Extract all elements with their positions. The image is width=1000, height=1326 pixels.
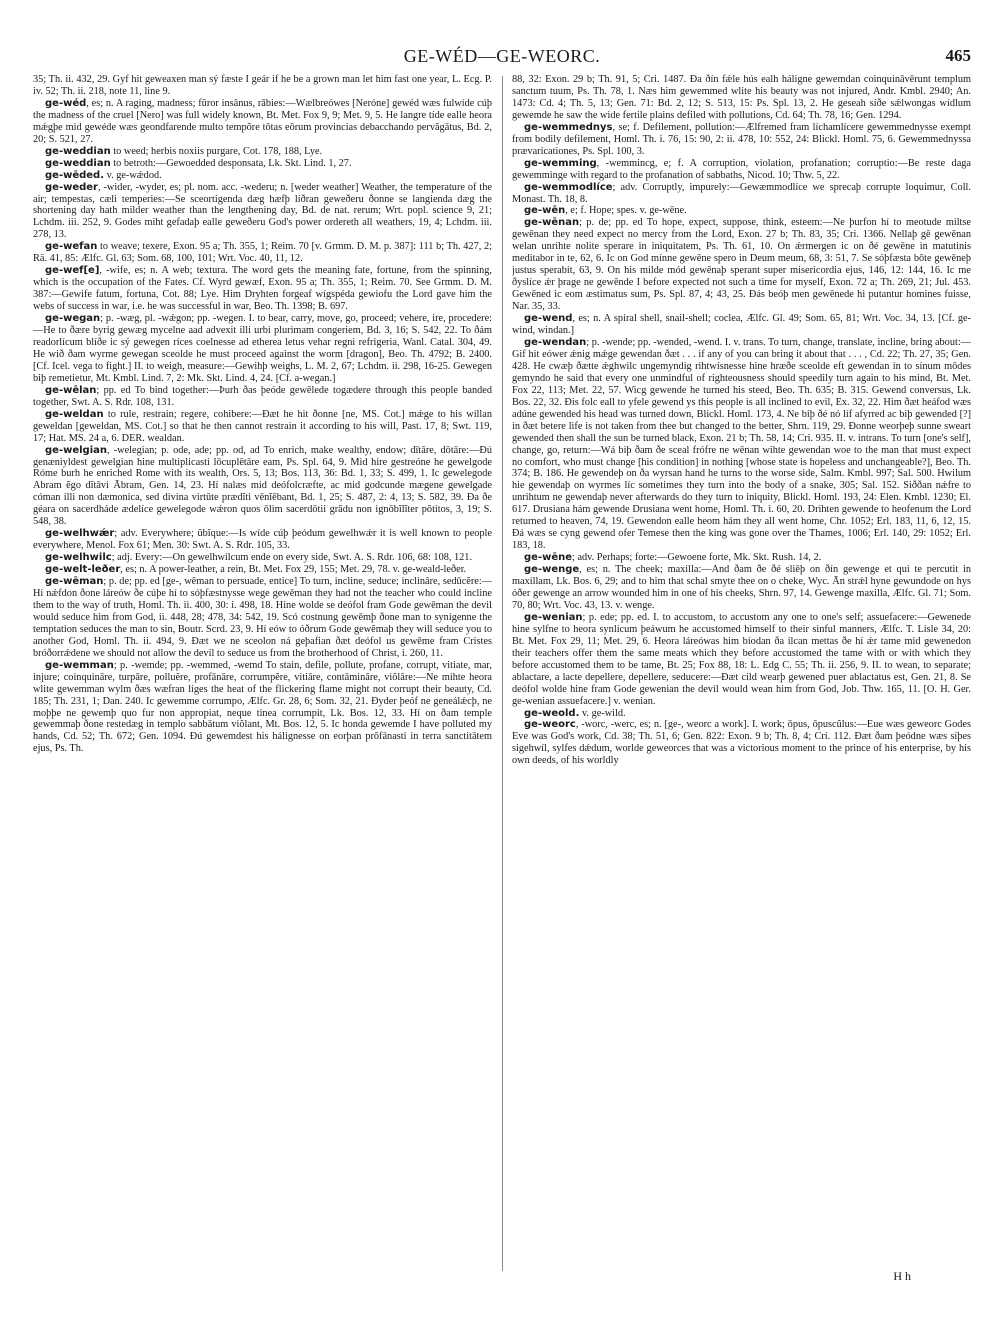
entry-headword: ge-wēne [524, 552, 573, 564]
entry-text: to rule, restrain; regere, cohibere:—Ðæt he hit ðonne [ne, MS. Cot.] mǽge to his willan geweldan [geweldan, MS. Cot.] so that he then cannot restrain it according to his will, Past. 17, 8; Swt. 119, 17; Hat. MS. 24 a, 6. DER. wealdan. [33, 408, 492, 444]
entry-headword: ge-wemming [524, 157, 597, 169]
dictionary-entry [33, 313, 492, 385]
dictionary-entry [33, 660, 492, 756]
dictionary-entry [33, 445, 492, 529]
entry-text: , -wife, es; n. A web; textura. The word gets the meaning fate, fortune, from the spinning, which is the occupation of the Fates. Cf. Wyrd gewæf, Exon. 95 a; Th. 355, 1; Reim. 70. See Grmm. D. M. 387:—Gewife fatum, fortuna, Cot. 88; Lye. Him Dryhten forgeaf wígspéda gewiofu the Lord gave him the webs of success in war, i.e. he was successful in war, Beo. Th. 1398; B. 697. [33, 265, 492, 313]
entry-headword: ge-weddian [45, 145, 111, 157]
entry-headword: ge-welhwǽr [45, 528, 115, 540]
column-divider [502, 76, 503, 1271]
entry-text: , es; n. A power-leather, a rein, Bt. Met. Fox 29, 155; Met. 29, 78. v. ge-weald-leðer. [120, 564, 467, 576]
entry-headword: ge-weder [45, 181, 98, 193]
signature-mark: H h [893, 1269, 911, 1283]
entry-headword: ge-weddian [45, 157, 111, 169]
entry-text: , -wider, -wyder, es; pl. nom. acc. -wederu; n. [weder weather] Weather, the temperature of the air; tempestas, cæli temperies:—Se sceortigenda dæg hæfþ líðran geweðeru ðonne se langienda dæg the shortening day hath milder weather than the lengthening day, Bd. de nat. rerum; Wrt. popl. science 9, 21; Lchdm. iii. 252, 9. Godes miht gefadaþ ealle geweðeru God's power ordereth all weathers, 19, 4; Lchdm. iii. 278, 13. [33, 181, 492, 241]
dictionary-entry [33, 265, 492, 313]
entry-text: , se; f. Defilement, pollution:—Ælfremed fram líchamlícere gewemmednysse exempt from bodily defilement, Homl. Th. i. 76, 15: 90, 2: ii. 478, 10: 552, 24: Blickl. Homl. 75, 6. Gewemmednyssa prævaricationes, Ps. Spl. 100, 3. [512, 121, 971, 157]
entry-headword: ge-wemmodlíce [524, 181, 613, 193]
running-head: GE-WÉD—GE-WEORC. [403, 46, 601, 66]
entry-text: to weave; texere, Exon. 95 a; Th. 355, 1; Reim. 70 [v. Grmm. D. M. p. 387]: 111 b; Th. 427, 2; Rä. 41, 85: Ælfc. Gl. 63; Som. 68, 100, 101; Wrt. Voc. 40, 11, 12. [33, 241, 492, 265]
dictionary-entry [33, 552, 492, 564]
dictionary-entry [33, 241, 492, 265]
dictionary-entry [33, 528, 492, 552]
dictionary-entry [33, 576, 492, 660]
dictionary-entry [512, 182, 971, 206]
dictionary-entry [512, 337, 971, 552]
entry-text: ; adv. Corruptly, impurely:—Gewæmmodlíce we sprecaþ corrupte loquimur, Coll. Monast. Th. 18, 8. [512, 181, 971, 205]
page-number: 465 [945, 46, 971, 65]
dictionary-entry [512, 122, 971, 158]
entry-headword: ge-weorc [524, 719, 576, 731]
right-column [512, 74, 971, 1274]
entry-headword: ge-welt-leðer [45, 564, 121, 576]
entry-text: ; adv. Perhaps; forte:—Gewoene forte, Mk. Skt. Rush. 14, 2. [572, 552, 822, 564]
entry-text: ; p. -wæg, pl. -wǽgon; pp. -wegen. I. to bear, carry, move, go, proceed; vehere, ire, procedere:—He to ðære byrig gewæg mycelne aad advexit illi urbi plurimam congeriem, Bd. 3, 16; S. 542, 22. To ðám readorlícum blíðe ic sý gewegen ríces coelnesse ad etherea letus vehar regni refrigeria, Wanl. Catal. 304, 49. He wið ðam wyrme gewegan sceolde he must proceed against the worm [dragon], Beo. Th. 4792; B. 2400. [Cf. Icel. vega to fight.] II. to weigh, measure:—Gewihþ weighs, L. M. 2, 67; Lchdm. ii. 298, 16-25. Gewegen biþ remetietur, Mt. Kmbl. Lind. 7, 2: Mk. Skt. Lind. 4, 24. [Cf. a-wegan.] [33, 313, 492, 384]
entry-text: , -wemmincg, e; f. A corruption, violation, profanation; corruptio:—Be reste daga gewemminge with regard to the profanation of sabbaths, Nicod. 10; Thw. 5, 22. [512, 157, 971, 181]
dictionary-entry [512, 552, 971, 564]
dictionary-entry [33, 74, 492, 98]
dictionary-entry [33, 409, 492, 445]
entry-headword: ge-wenge [524, 564, 580, 576]
entry-text: v. ge-wild. [579, 707, 626, 719]
dictionary-entry [512, 313, 971, 337]
entry-headword: ge-welgian [45, 444, 107, 456]
entry-text: ; adv. Everywhere; ŭbĭque:—Is wíde cúþ þeódum gewelhwǽr it is well known to people everywhere, Menol. Fox 61; Men. 30: Swt. A. S. Rdr. 105, 33. [33, 528, 492, 552]
entry-headword: ge-welhwilc [45, 552, 112, 564]
entry-headword: ge-wef[e] [45, 265, 100, 277]
page-header [33, 38, 971, 72]
entry-headword: ge-wemman [45, 659, 114, 671]
dictionary-entry [33, 385, 492, 409]
dictionary-entry [512, 74, 971, 122]
entry-headword: ge-wēnan [524, 217, 580, 229]
entry-headword: ge-weold. [524, 707, 580, 719]
entry-text: , -worc, -werc, es; n. [ge-, weorc a work]. I. work; ōpus, ōpuscŭlus:—Eue wæs geweorc Godes Eve was God's work, Cd. 38; Th. 51, 6; Gen. 822: Exon. 9 b; Th. 8, 4; Cri. 112. Ðæt ðam þeódne wæs síþes sigehwíl, sylfes dǽdum, worlde geweorces that was a victorious moment to the prince of his enterprise, by his own deeds, of his worldly [512, 719, 971, 767]
entry-text: , e; f. Hope; spes. v. ge-wēne. [565, 205, 687, 217]
entry-text: ; p. de; pp. ed [ge-, wēman to persuade, entice] To turn, incline, seduce; inclināre, sedūcĕre:—Hí nǽfdon ðone láreów ðe cúþe hí to sóþfæstnysse wege gewēman they had not the teacher who could incline them to the way of truth, Homl. Th. ii. 400, 30: i. 498, 18. Hine wolde se deófol fram Gode gewēman the devil would seduce him from God, ii. 448, 28; 478, 34: 542, 19. Scó costnung gewēmþ ðone man to synigenne the temptation seduces the man to sin, Boutr. Scrd. 23, 9. Hí eów to óðrum Gode gewēmaþ they will seduce you to another God, Homl. Th. ii. 494, 9. Ðæt we ne sceolon ná geþafian ðæt deófol us gewēme fram Cristes bróðorrǽdene we should not allow the devil to seduce us from the brotherhood of Christ, i. 260, 11. [33, 576, 492, 659]
entry-headword: ge-wemmednys [524, 121, 613, 133]
entry-headword: ge-wegan [45, 313, 101, 325]
entry-text: , es; n. The cheek; maxilla:—And ðam ðe ðé sliēþ on ðín gewenge et qui te percutit in maxillam, Lk. Bos. 6, 29; and to him that schal smyte thee on o cheke, Wyc. Ān strǽl hyne gewundode on hys óðer gewenge an arrow wounded him in one of his cheeks, Shrn. 97, 14. Gewenge maxilla, Ælfc. Gl. 71; Som. 70, 80; Wrt. Voc. 43, 13. v. wenge. [512, 564, 971, 611]
entry-text: ; p. -wemde; pp. -wemmed, -wemd To stain, defile, pollute, profane, corrupt, vitiate, mar, injure; coinquināre, turpāre, polluĕre, profānāre, corrumpĕre, vitiāre, contāmināre, viŏlāre:—Ne mihte heora wlite gewemman wylm ðæs wæfran líges the heat of the flickering flame might not corrupt their beauty, Cd. 185; Th. 231, 1; Dan. 240. Ic gewemme corrumpo, Ælfc. Gr. 28, 6; Som. 32, 21. Ðyder þeóf ne geneálǽcþ, ne moþþe ne gewemþ quo fur non appropiat, neque tinea corrumpit, Lk. Bos. 12, 33. Hí on ðam temple gewemmaþ ðone restedæg in templo sabbātum viŏlant, Mt. Bos. 12, 5. Ic honda gewemde I have polluted my hands, Cd. 52; Th. 672; Gen. 1094. Ðú gewemdest his hálignesse on eorþan prŏfānasti in terra sanctitātem ejus, Ps. Th. [33, 659, 492, 755]
entry-headword: ge-wēman [45, 576, 104, 588]
dictionary-entry [512, 217, 971, 313]
entry-text: ; pp. ed To bind together:—Þurh ðas þeóde gewēlede togædere through this people banded together, Swt. A. S. Rdr. 108, 131. [33, 384, 492, 408]
entry-headword: ge-wéd [45, 97, 87, 109]
dictionary-entry [512, 612, 971, 708]
entry-text: , es; n. A spiral shell, snail-shell; coclea, Ælfc. Gl. 49; Som. 65, 81; Wrt. Voc. 34, 13. [Cf. ge-wind, windan.] [512, 313, 971, 337]
entry-text: v. ge-wǽdod. [104, 169, 162, 181]
entry-text: ; p. de; pp. ed To hope, expect, suppose, think, esteem:—Ne þurfon hí to meotude miltse gewēnan they need expect no mercy from the Lord, Exon. 27 b; Th. 83, 35; Cri. 1366. Nellaþ gē gewēnan welan unrihte nolite sperare in iniquitatem, Ps. Th. 61, 10. On ǽrmergen ic on ðé gewēne in matutinis meditabor in te, 62, 6. Ic on God mínne gewēne spero in Deum meum, 68, 3: 51, 7. Se sóþfæsta bōte gewēneþ justus sperabit, 63, 9. On his milde mód gewēnaþ sperant super misericordia ejus, 146, 12: 144, 16. Ic me ðyslíce ǽr þrage ne gewēnde I before expected not such a time for myself, Exon. 72 a; Th. 269, 21; Jul. 453. Gewēned ic eom æstimatus sum, Ps. Spl. 87, 4; 43, 25. Ðás beóþ men gewēnede hi putantur homines fuisse, Nar. 35, 33. [512, 217, 971, 313]
entry-headword: ge-wēded. [45, 169, 105, 181]
entry-headword: ge-wēlan [45, 384, 97, 396]
entry-text: 35; Th. ii. 432, 29. Gyf hit geweaxen man sý fæste I geár if he be a grown man let him fast one year, L. Ecg. P. iv. 52; Th. ii. 218, note 11, line 9. [33, 74, 492, 97]
entry-text: ; adj. Every:—On gewelhwilcum ende on every side, Swt. A. S. Rdr. 106, 68: 108, 121. [111, 552, 473, 564]
entry-text: 88, 32: Exon. 29 b; Th. 91, 5; Cri. 1487. Ða ðín fǽle hús ealh háligne gewemdan coinquināvērunt templum sanctum tuum, Ps. Th. 78, 1. Næs him gewemmed wlite his beauty was not injured, Andr. Kmbl. 2940; An. 1473: Cd. 4; Th. 5, 13; Gen. 71: Bd. 2, 12; S. 513, 15: Ps. Spl. 13, 2. He geseah síðe sǽlwongas wídlum gewemde he saw the wide fertile plains defiled with pollutions, Cd. 64; Th. 78, 16; Gen. 1294. [512, 74, 971, 121]
dictionary-entry [33, 182, 492, 242]
entry-headword: ge-wendan [524, 336, 587, 348]
dictionary-entry [33, 158, 492, 170]
entry-headword: ge-wēn [524, 205, 566, 217]
entry-text: , -welegian; p. ode, ade; pp. od, ad To enrich, make wealthy, endow; dītāre, dōtāre:—Ðú genæniyldest gewelgian hine multiplicasti lōcuplētāre eam, Ps. Spl. 64, 9. Mid hire gestreóne he gewelgode Róme burh he enriched Rome with its wealth, Ors. 5, 13; Bos. 113, 36: Bd. 1, 33; S. 499, 1. Ic gewelegode Abram ĕgo dĭtāvi Ābram, Gen. 14, 23. Hí nalæs mid deófolcræfte, ac mid godcunde mægene gewelgade cóman illi non dæmonica, sed divina virtūte prædĭti vēnĭēbant, Bd. 1, 25; S. 487, 2: 4, 13; S. 582, 39. Ða ðe géara on sacerdháde ædelíce gewelegode wǽron quos ōlim sacerdōtii grădu non ignōbĭlĭter pŏtitos, 3, 19; S. 548, 38. [33, 444, 492, 528]
dictionary-entry [33, 170, 492, 182]
entry-headword: ge-wenian [524, 611, 583, 623]
entry-headword: ge-wefan [45, 241, 98, 253]
dictionary-page [33, 38, 971, 1308]
two-column-body [33, 74, 971, 1274]
dictionary-entry [33, 98, 492, 146]
entry-headword: ge-wend [524, 313, 573, 325]
entry-text: to betroth:—Gewoedded desponsata, Lk. Skt. Lind. 1, 27. [110, 157, 352, 169]
dictionary-entry [512, 708, 971, 720]
dictionary-entry [512, 205, 971, 217]
entry-text: to weed; herbis noxiis purgare, Cot. 178, 188, Lye. [110, 145, 323, 157]
dictionary-entry [33, 146, 492, 158]
entry-text: , es; n. A raging, madness; fūror insānus, rābies:—Wælbreówes [Neróne] gewéd wæs fulwíde cúþ the madness of the cruel [Nero] was full widely known, Bt. Met. Fox 9, 9; Met. 9, 5. He langre tíde ealle heora mǽgþe mid gewéde wæs geondfarende multo tempŏre tōtas eōrum provincias debacchando pervăgātus, Bd. 2, 20; S. 521, 27. [33, 97, 492, 145]
dictionary-entry [512, 158, 971, 182]
dictionary-entry [512, 719, 971, 767]
entry-text: ; p. ede; pp. ed. I. to accustom, to accustom any one to one's self; assuefacere:—Gewenede hine sylfne to heora synlícum þeáwum he accustomed himself to their sinful manners, Ælfc. T. Lisle 34, 20: Bt. Met. Fox 29, 11; Met. 29, 6. Heora láreówas him bíodan ða ilcan mettas ðe hí ǽr tame mid gewenedon their teachers offer them the same meats which they before accustomed the tame with or with which they before accustomed them to be tame, Bt. 25; Fox 88, 18: L. Edg C. 55; Th. ii. 256, 9. II. to wean, to separate; ablactare, a lacte depellere, depellere, seducere:—Ðæt cild wearþ gewened puer ablactatus est, Gen. 21, 8. Se deófol wolde hine fram Gode gewenian the devil would wean him from God, Job. Thw. 165, 11. [O. H. Ger. ge-wenian assuefacere.] v. wenian. [512, 611, 971, 707]
entry-text: ; p. -wende; pp. -wended, -wend. I. v. trans. To turn, change, translate, incline, bring about:—Gif hit eówer ǽnig mǽge gewendan ðæt . . . if any of you can bring it about that . . . , Cd. 22; Th. 27, 35; Gen. 428. He cwæþ ðætte ǽghwilc ungemyndig rihtwísnesse hine hræðe sceolde eft gewendan in to sínum mōdes gemyndo he said that every one unmindful of righteousness should speedily turn again to his mind, Bt. Met. Fox 22, 113; Met. 22, 57. Wicg gewende he turned his steed, Beo. Th. 635; B. 315. Gewend conversus, Lk. Bos. 22, 32. Ðis folc eall to yfele gewend ys this people is all inclined to evil, Ex. 32, 22. Him ðæt heáfod wæs adúne gewended his head was turned down, Blickl. Homl. 173, 4. Ne biþ ðé nó líf afyrred ac biþ gewended [?] in ðæt betere life is not taken from thee but changed to the better, Shrn. 119, 29. Ðonne weorþeþ sunne sweart gewended then shall the sun be turned black, Exon. 21 b; Th. 58, 14; Cri. 935. II. v. intrans. To turn [one's self], change, go, return:—Wá biþ ðam ðe sceal frófre ne wēnan wihte gewendan woe to the man that must expect no comfort, who must change [his condition] in nothing [whose state is hopeless and unchangeable?], Beo. Th. 374; B. 186. He gewendeþ on ða wyrsan hand he turns to the worse side, Salm. Kmbl. 997; Sal. 500. Hwilum hie gewendaþ on wyrmes líc sometimes they turn into the body of a snake, 305; Sal. 152. Siððan nǽfre to unrihtum ne gewendaþ never afterwards do they turn to iniquity, Blickl. Homl. 193, 24: Elen. Kmbl. 1230; El. 617. Drusiana hám gewende Drusiana went home, Homl. Th. i. 60, 20. Drihten gewende to heofenum the Lord returned to heaven, 74, 19. Gewendon ealle heom hám they all went home, Chr. 1052; Erl. 183, 11, 6, 12, 15. Ðá wæs se cyng gewend ofer Temese then the king was gone over the Thames, 1006; Erl. 140, 29: 1052; Erl. 183, 18. [512, 336, 971, 552]
entry-headword: ge-weldan [45, 408, 104, 420]
left-column [33, 74, 492, 1274]
dictionary-entry [512, 564, 971, 612]
dictionary-entry [33, 564, 492, 576]
